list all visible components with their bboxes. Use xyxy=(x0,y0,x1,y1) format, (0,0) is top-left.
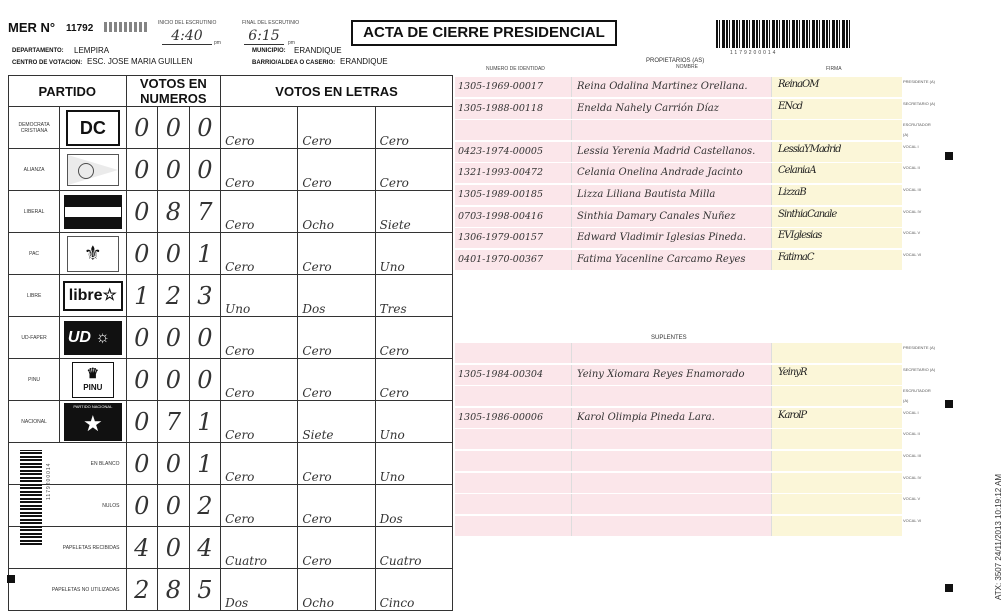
party-logos-strip xyxy=(104,22,148,32)
party-name: PAC xyxy=(9,233,60,275)
vote-word: Siete xyxy=(375,191,452,233)
vote-digit: 4 xyxy=(189,527,221,569)
vote-digit: 2 xyxy=(158,275,190,317)
role-label: VOCAL V xyxy=(903,230,921,236)
firma-field[interactable] xyxy=(771,228,902,248)
nombre-field[interactable]: Fatima Yacenline Carcamo Reyes xyxy=(571,250,771,270)
nombre-field[interactable]: Lessia Yerenia Madrid Castellanos. xyxy=(571,142,771,162)
nombre-field[interactable]: Karol Olimpia Pineda Lara. xyxy=(571,408,771,428)
inicio-label: INICIO DEL ESCRUTINIO xyxy=(158,20,217,26)
firma-field[interactable] xyxy=(771,142,902,162)
suplentes-row xyxy=(455,494,933,514)
identidad-field[interactable] xyxy=(455,451,571,471)
identidad-field[interactable]: 1305-1984-00304 xyxy=(455,365,571,385)
liberal-flag-icon xyxy=(64,195,122,229)
propietarios-row xyxy=(455,185,933,205)
vote-word: Cuatro xyxy=(221,527,298,569)
final-label: FINAL DEL ESCRUTINIO xyxy=(242,20,300,26)
nombre-field[interactable] xyxy=(571,516,771,536)
col-firma: FIRMA xyxy=(826,66,842,72)
vote-digit: 0 xyxy=(158,233,190,275)
barrio-label: BARRIO/ALDEA O CASERIO: xyxy=(252,60,336,66)
identidad-field[interactable] xyxy=(455,429,571,449)
identidad-field[interactable] xyxy=(455,494,571,514)
vote-word: Cero xyxy=(221,107,298,149)
vote-word: Cero xyxy=(298,317,375,359)
vote-digit: 8 xyxy=(158,191,190,233)
vote-word: Cero xyxy=(298,359,375,401)
party-name: LIBRE xyxy=(9,275,60,317)
final-suffix: pm xyxy=(288,40,295,46)
left-barcode xyxy=(20,450,42,545)
vote-word: Cero xyxy=(298,527,375,569)
firma-field[interactable] xyxy=(771,408,902,428)
barrio-value: ERANDIQUE xyxy=(340,57,388,66)
suplentes-row xyxy=(455,429,933,449)
totals-label: PAPELETAS NO UTILIZADAS xyxy=(9,569,127,611)
party-row xyxy=(9,233,453,275)
suplentes-title: SUPLENTES xyxy=(651,335,687,341)
col-nombre: NOMBRE xyxy=(676,64,698,70)
vote-digit: 1 xyxy=(189,401,221,443)
page-title: ACTA DE CIERRE PRESIDENCIAL xyxy=(351,20,617,46)
suplentes-row xyxy=(455,408,933,428)
left-barcode-text: 1179200014 xyxy=(46,462,52,500)
vote-word: Dos xyxy=(221,569,298,611)
vote-word: Cero xyxy=(221,401,298,443)
centro-label: CENTRO DE VOTACION: xyxy=(12,60,83,66)
col-votos-numeros: VOTOS EN NUMEROS xyxy=(126,76,221,107)
party-row xyxy=(9,107,453,149)
firma-field[interactable] xyxy=(771,120,902,140)
vote-word: Ocho xyxy=(298,569,375,611)
party-name: PINU xyxy=(9,359,60,401)
firma-field[interactable] xyxy=(771,386,902,406)
nombre-field[interactable]: Reina Odalina Martinez Orellana. xyxy=(571,77,771,97)
vote-digit: 0 xyxy=(126,191,158,233)
nombre-field[interactable] xyxy=(571,494,771,514)
nombre-field[interactable] xyxy=(571,120,771,140)
role-label: ESCRUTADOR (A) xyxy=(903,388,931,404)
firma-field[interactable] xyxy=(771,451,902,471)
role-label: VOCAL III xyxy=(903,187,921,192)
tally-table xyxy=(8,75,453,611)
propietarios-row xyxy=(455,163,933,183)
col-votos-letras: VOTOS EN LETRAS xyxy=(221,76,453,107)
totals-label: PAPELETAS RECIBIDAS xyxy=(9,527,127,569)
propietarios-row xyxy=(455,228,933,248)
propietarios-row xyxy=(455,207,933,227)
vote-word: Uno xyxy=(375,443,452,485)
vote-word: Cinco xyxy=(375,569,452,611)
propietarios-row xyxy=(455,120,933,140)
nombre-field[interactable] xyxy=(571,429,771,449)
vote-digit: 0 xyxy=(189,317,221,359)
party-name: NACIONAL xyxy=(9,401,60,443)
vote-word: Uno xyxy=(375,401,452,443)
firma-field[interactable] xyxy=(771,473,902,493)
nacional-logo-icon: PARTIDO NACIONAL ★ xyxy=(64,403,122,441)
nombre-field[interactable]: Celania Onelina Andrade Jacinto xyxy=(571,163,771,183)
nombre-field[interactable]: Enelda Nahely Carrión Díaz xyxy=(571,99,771,119)
identidad-field[interactable]: 1305-1969-00017 xyxy=(455,77,571,97)
vote-word: Uno xyxy=(221,275,298,317)
final-time: 6:15 xyxy=(244,28,284,45)
vote-word: Cero xyxy=(298,149,375,191)
vote-word: Cero xyxy=(221,443,298,485)
vote-digit: 0 xyxy=(126,359,158,401)
signature: CelaniaA xyxy=(778,165,816,177)
party-name: UD-FAPER xyxy=(9,317,60,359)
firma-field[interactable] xyxy=(771,516,902,536)
firma-field[interactable] xyxy=(771,250,902,270)
identidad-field[interactable]: 1306-1979-00157 xyxy=(455,228,571,248)
identidad-field[interactable]: 1305-1989-00185 xyxy=(455,185,571,205)
identidad-field[interactable] xyxy=(455,516,571,536)
ud-logo-icon: UD ☼ xyxy=(64,321,122,355)
vote-word: Cero xyxy=(375,107,452,149)
firma-field[interactable] xyxy=(771,343,902,363)
vote-word: Tres xyxy=(375,275,452,317)
role-label: VOCAL VI xyxy=(903,251,922,257)
vote-digit: 1 xyxy=(126,275,158,317)
party-row xyxy=(9,149,453,191)
vote-digit: 0 xyxy=(158,485,190,527)
propietarios-row xyxy=(455,99,936,119)
centro-value: ESC. JOSE MARIA GUILLEN xyxy=(87,57,193,66)
vote-digit: 2 xyxy=(126,569,158,611)
libre-logo-icon: libre☆ xyxy=(63,281,123,311)
vote-word: Cero xyxy=(221,317,298,359)
party-logo xyxy=(60,401,126,443)
top-barcode-text: 1179200014 xyxy=(730,50,778,56)
role-label: PRESIDENTE (A) xyxy=(903,345,936,350)
nombre-field[interactable] xyxy=(571,473,771,493)
role-label: VOCAL I xyxy=(903,409,919,415)
vote-digit: 0 xyxy=(158,317,190,359)
signature: EVIglesias xyxy=(778,230,822,242)
party-row xyxy=(9,317,453,359)
identidad-field[interactable]: 0401-1970-00367 xyxy=(455,250,571,270)
vote-word: Cero xyxy=(298,485,375,527)
totals-label: EN BLANCO xyxy=(9,443,127,485)
vote-digit: 0 xyxy=(189,359,221,401)
vote-digit: 1 xyxy=(189,443,221,485)
vote-word: Siete xyxy=(298,401,375,443)
vote-digit: 0 xyxy=(158,149,190,191)
propietarios-row xyxy=(455,142,933,162)
registration-mark xyxy=(7,575,15,583)
party-name: DEMOCRATA CRISTIANA xyxy=(9,107,60,149)
vote-word: Dos xyxy=(298,275,375,317)
vote-word: Cero xyxy=(221,149,298,191)
suplentes-row xyxy=(455,451,933,471)
signature: ReinaOM xyxy=(778,79,819,90)
role-label: VOCAL I xyxy=(903,143,919,149)
suplentes-row xyxy=(455,516,933,536)
vote-digit: 0 xyxy=(158,107,190,149)
party-logo xyxy=(60,233,126,275)
role-label: VOCAL V xyxy=(903,496,921,502)
vote-word: Ocho xyxy=(298,191,375,233)
signature: SinthiaCanale xyxy=(778,208,837,220)
suplentes-row xyxy=(455,473,933,493)
municipio-label: MUNICIPIO: xyxy=(252,48,286,54)
signature: FatimaC xyxy=(778,251,814,263)
departamento-label: DEPARTAMENTO: xyxy=(12,48,64,54)
registration-mark xyxy=(945,584,953,592)
firma-field[interactable] xyxy=(771,429,902,449)
vote-digit: 0 xyxy=(126,233,158,275)
role-label: ESCRUTADOR (A) xyxy=(903,122,931,138)
vote-digit: 0 xyxy=(126,149,158,191)
nombre-field[interactable]: Yeiny Xiomara Reyes Enamorado xyxy=(571,365,771,385)
departamento-value: LEMPIRA xyxy=(74,46,110,55)
identidad-field[interactable] xyxy=(455,386,571,406)
identidad-field[interactable] xyxy=(455,343,571,363)
vote-digit: 0 xyxy=(158,527,190,569)
identidad-field[interactable] xyxy=(455,473,571,493)
identidad-field[interactable] xyxy=(455,120,571,140)
totals-row xyxy=(9,527,453,569)
party-logo xyxy=(60,317,126,359)
vote-word: Cero xyxy=(298,233,375,275)
totals-row xyxy=(9,569,453,611)
firma-field[interactable] xyxy=(771,494,902,514)
vote-digit: 7 xyxy=(158,401,190,443)
party-name: LIBERAL xyxy=(9,191,60,233)
role-label: VOCAL II xyxy=(903,431,920,437)
registration-mark xyxy=(945,152,953,160)
vote-digit: 2 xyxy=(189,485,221,527)
signature: YeinyR xyxy=(778,366,807,378)
vote-digit: 8 xyxy=(158,569,190,611)
party-logo xyxy=(60,359,126,401)
vote-digit: 5 xyxy=(189,569,221,611)
vote-word: Cero xyxy=(298,443,375,485)
party-logo xyxy=(60,149,126,191)
municipio-value: ERANDIQUE xyxy=(294,46,342,55)
firma-field[interactable] xyxy=(771,207,902,227)
party-row xyxy=(9,275,453,317)
identidad-field[interactable]: 0423-1974-00005 xyxy=(455,142,571,162)
vote-word: Cero xyxy=(221,191,298,233)
firma-field[interactable] xyxy=(771,99,902,119)
propietarios-title: PROPIETARIOS (AS) xyxy=(646,58,705,64)
totals-row xyxy=(9,485,453,527)
suplentes-row xyxy=(455,343,936,363)
suplentes-row xyxy=(455,365,936,385)
role-label: VOCAL II xyxy=(903,165,920,171)
party-logo xyxy=(60,191,126,233)
side-stamp: ATX: 3507 24/11/2013 10:19:12 AM xyxy=(994,473,1003,600)
vote-word: Cero xyxy=(298,107,375,149)
nombre-field[interactable] xyxy=(571,451,771,471)
signature: LessiaYMadrid xyxy=(778,143,841,155)
identidad-field[interactable]: 0703-1998-00416 xyxy=(455,207,571,227)
vote-digit: 3 xyxy=(189,275,221,317)
vote-digit: 0 xyxy=(189,107,221,149)
nombre-field[interactable]: Lizza Liliana Bautista Milla xyxy=(571,185,771,205)
alianza-logo-icon xyxy=(67,154,119,186)
role-label: VOCAL VI xyxy=(903,517,922,523)
col-identidad: NUMERO DE IDENTIDAD xyxy=(486,66,545,72)
role-label: VOCAL IV xyxy=(903,208,922,214)
vote-word: Uno xyxy=(375,233,452,275)
totals-label: NULOS xyxy=(9,485,127,527)
identidad-field[interactable]: 1321-1993-00472 xyxy=(455,163,571,183)
vote-word: Cero xyxy=(221,233,298,275)
firma-field[interactable] xyxy=(771,77,902,97)
party-name: ALIANZA xyxy=(9,149,60,191)
vote-digit: 0 xyxy=(126,107,158,149)
col-partido: PARTIDO xyxy=(9,76,127,107)
vote-digit: 0 xyxy=(126,485,158,527)
vote-word: Cuatro xyxy=(375,527,452,569)
propietarios-row xyxy=(455,250,933,270)
vote-digit: 7 xyxy=(189,191,221,233)
vote-word: Cero xyxy=(375,359,452,401)
identidad-field[interactable]: 1305-1988-00118 xyxy=(455,99,571,119)
signature: ENcd xyxy=(778,100,803,112)
nombre-field[interactable] xyxy=(571,343,771,363)
nombre-field[interactable]: Edward Vladimir Iglesias Pineda. xyxy=(571,228,771,248)
propietarios-row xyxy=(455,77,936,97)
firma-field[interactable] xyxy=(771,163,902,183)
firma-field[interactable] xyxy=(771,365,902,385)
registration-mark xyxy=(945,400,953,408)
vote-word: Dos xyxy=(375,485,452,527)
role-label: VOCAL IV xyxy=(903,474,922,480)
party-logo xyxy=(60,275,126,317)
identidad-field[interactable]: 1305-1986-00006 xyxy=(455,408,571,428)
firma-field[interactable] xyxy=(771,185,902,205)
role-label: SECRETARIO (A) xyxy=(903,100,936,106)
vote-digit: 0 xyxy=(126,443,158,485)
dc-logo-icon: DC xyxy=(66,110,120,146)
vote-digit: 0 xyxy=(126,317,158,359)
inicio-suffix: pm xyxy=(214,40,221,46)
suplentes-row xyxy=(455,386,933,406)
vote-digit: 0 xyxy=(158,443,190,485)
role-label: VOCAL III xyxy=(903,453,921,458)
totals-row xyxy=(9,443,453,485)
mer-label: MER N° xyxy=(8,20,56,35)
pac-logo-icon: ⚜ xyxy=(67,236,119,272)
role-label: PRESIDENTE (A) xyxy=(903,79,936,84)
mer-number: 11792 xyxy=(66,23,94,34)
party-row xyxy=(9,401,453,443)
vote-digit: 0 xyxy=(126,401,158,443)
vote-word: Cero xyxy=(375,317,452,359)
vote-digit: 0 xyxy=(158,359,190,401)
vote-word: Cero xyxy=(375,149,452,191)
nombre-field[interactable] xyxy=(571,386,771,406)
vote-word: Cero xyxy=(221,359,298,401)
party-row xyxy=(9,359,453,401)
pinu-logo-icon: ♛ PINU xyxy=(72,362,114,398)
party-row xyxy=(9,191,453,233)
role-label: SECRETARIO (A) xyxy=(903,366,936,372)
top-barcode xyxy=(716,20,850,48)
inicio-time: 4:40 xyxy=(162,28,212,45)
vote-word: Cero xyxy=(221,485,298,527)
signature: KarolP xyxy=(778,409,807,421)
vote-digit: 4 xyxy=(126,527,158,569)
vote-digit: 0 xyxy=(189,149,221,191)
party-logo xyxy=(60,107,126,149)
vote-digit: 1 xyxy=(189,233,221,275)
nombre-field[interactable]: Sinthia Damary Canales Nuñez xyxy=(571,207,771,227)
signature: LizzaB xyxy=(778,187,806,198)
